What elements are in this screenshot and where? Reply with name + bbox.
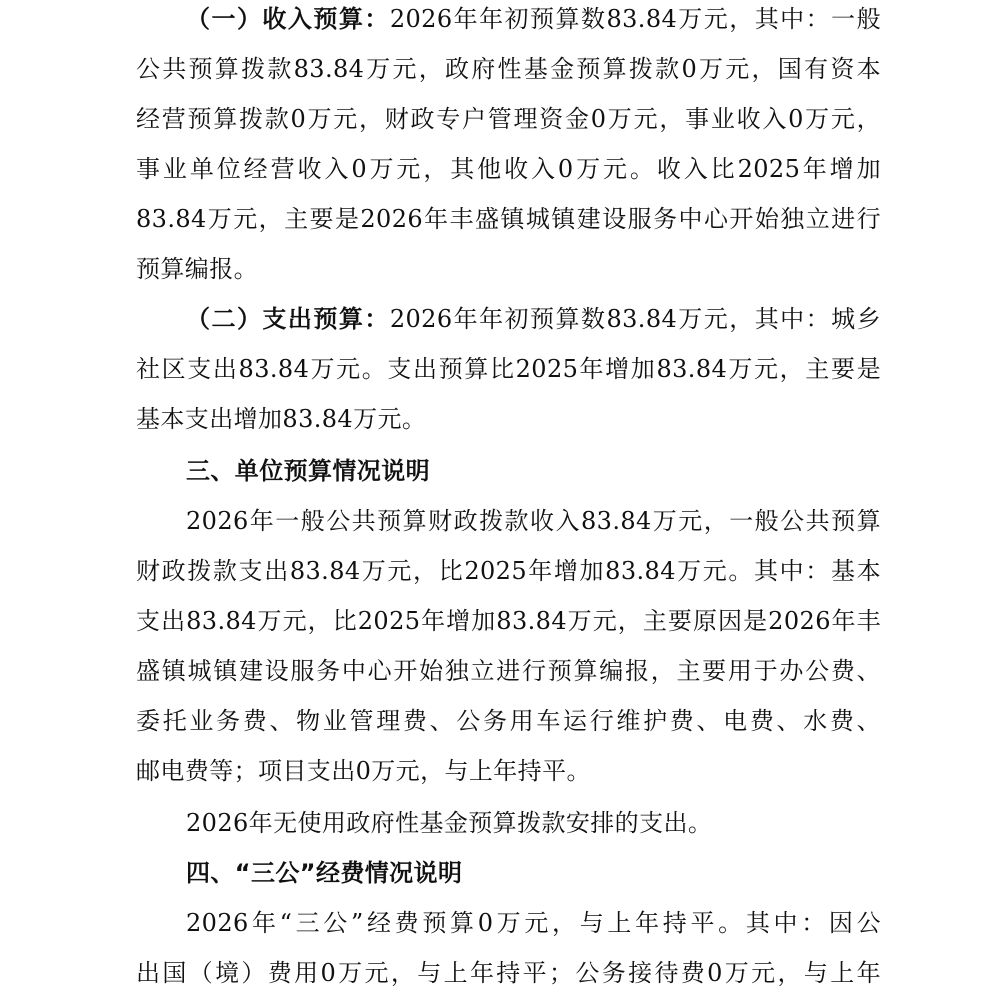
income-paragraph-line-1 bbox=[186, 1, 881, 37]
gov-fund-line-1: 2026年无使用政府性基金预算拨款安排的支出。 bbox=[186, 809, 713, 837]
expense-text: 2026年年初预算数83.84万元，其中：城乡 bbox=[389, 305, 881, 333]
unit-budget-line-3: 支出83.84万元，比2025年增加83.84万元，主要原因是2026年丰 bbox=[136, 607, 881, 635]
income-paragraph-line-2: 公共预算拨款83.84万元，政府性基金预算拨款0万元，国有资本 bbox=[136, 55, 881, 83]
unit-budget-line-1: 2026年一般公共预算财政拨款收入83.84万元，一般公共预算 bbox=[186, 507, 881, 535]
expense-paragraph-line-2: 社区支出83.84万元。支出预算比2025年增加83.84万元，主要是 bbox=[136, 355, 881, 383]
heading-three-public: 四、“三公”经费情况说明 bbox=[186, 859, 463, 887]
income-text: 2026年年初预算数83.84万元，其中：一般 bbox=[389, 5, 881, 33]
income-paragraph-line-3: 经营预算拨款0万元，财政专户管理资金0万元，事业收入0万元， bbox=[136, 105, 881, 133]
three-public-line-1: 2026年“三公”经费预算0万元，与上年持平。其中：因公 bbox=[186, 909, 881, 937]
income-paragraph-line-4: 事业单位经营收入0万元，其他收入0万元。收入比2025年增加 bbox=[136, 155, 881, 183]
income-lead: （一）收入预算： bbox=[186, 5, 390, 33]
unit-budget-line-6: 邮电费等；项目支出0万元，与上年持平。 bbox=[136, 757, 591, 785]
expense-paragraph-line-3: 基本支出增加83.84万元。 bbox=[136, 405, 427, 433]
expense-lead: （二）支出预算： bbox=[186, 305, 390, 333]
income-paragraph-line-5: 83.84万元，主要是2026年丰盛镇城镇建设服务中心开始独立进行 bbox=[136, 205, 881, 233]
three-public-line-2: 出国（境）费用0万元，与上年持平；公务接待费0万元，与上年 bbox=[136, 959, 881, 987]
unit-budget-line-5: 委托业务费、物业管理费、公务用车运行维护费、电费、水费、 bbox=[136, 707, 881, 735]
unit-budget-line-4: 盛镇城镇建设服务中心开始独立进行预算编报，主要用于办公费、 bbox=[136, 657, 881, 685]
heading-unit-budget: 三、单位预算情况说明 bbox=[186, 457, 430, 485]
expense-paragraph-line-1 bbox=[186, 301, 881, 337]
income-paragraph-line-6: 预算编报。 bbox=[136, 255, 258, 283]
unit-budget-line-2: 财政拨款支出83.84万元，比2025年增加83.84万元。其中：基本 bbox=[136, 557, 881, 585]
